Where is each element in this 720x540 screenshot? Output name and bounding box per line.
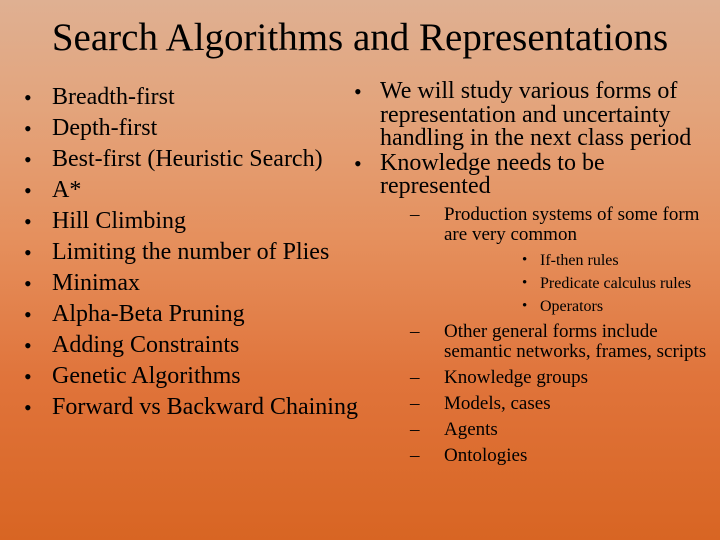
- list-item-text: Alpha-Beta Pruning: [52, 301, 245, 327]
- sub-sub-list-item-text: Predicate calculus rules: [540, 274, 692, 292]
- sub-list-item: [380, 420, 715, 440]
- sub-sub-list-item-text: If-then rules: [540, 251, 619, 269]
- sub-list-item-text: Agents: [444, 418, 498, 440]
- sub-sub-list-item: [444, 274, 715, 293]
- sub-sub-list: [444, 251, 715, 316]
- list-item-text: A*: [52, 177, 82, 203]
- list-item-text: Genetic Algorithms: [52, 363, 241, 389]
- bullet-icon: •: [24, 302, 32, 327]
- dash-icon: –: [410, 203, 420, 225]
- bullet-icon: •: [522, 251, 528, 268]
- list-item-text: Minimax: [52, 270, 140, 296]
- list-item-text: Forward vs Backward Chaining: [52, 394, 358, 420]
- bullet-icon: •: [354, 79, 362, 104]
- bullet-icon: •: [24, 85, 32, 110]
- right-bullet-list: [350, 80, 715, 466]
- list-item-text: Limiting the number of Plies: [52, 239, 330, 265]
- bullet-icon: •: [24, 178, 32, 203]
- list-item-text: Best-first (Heuristic Search): [52, 146, 323, 172]
- list-item-text: We will study various forms of representation and uncertainty handling in the next class period: [380, 78, 692, 151]
- sub-list-item: [380, 394, 715, 414]
- list-item: [20, 116, 360, 141]
- sub-sub-list-item-text: Operators: [540, 297, 604, 315]
- list-item: [20, 364, 360, 389]
- sub-list-item-text: Ontologies: [444, 444, 528, 466]
- sub-list-item: [380, 205, 715, 316]
- sub-list-item: [380, 322, 715, 362]
- sub-list-item: [380, 368, 715, 388]
- dash-icon: –: [410, 392, 420, 414]
- sub-list-item-text: Production systems of some form are very common: [444, 203, 700, 245]
- right-column: [350, 80, 715, 472]
- slide-title: Search Algorithms and Representations: [51, 16, 669, 59]
- bullet-icon: •: [24, 116, 32, 141]
- list-item: [20, 85, 360, 110]
- list-item: [350, 149, 715, 466]
- sub-list-item-text: Models, cases: [444, 392, 551, 414]
- bullet-icon: •: [24, 209, 32, 234]
- dash-icon: –: [410, 366, 420, 388]
- list-item-text: Breadth-first: [52, 84, 175, 110]
- dash-icon: –: [410, 320, 420, 342]
- bullet-icon: •: [24, 147, 32, 172]
- dash-icon: –: [410, 444, 420, 466]
- bullet-icon: •: [24, 395, 32, 420]
- bullet-icon: •: [24, 364, 32, 389]
- bullet-icon: •: [24, 240, 32, 265]
- list-item: [20, 209, 360, 234]
- bullet-icon: •: [24, 333, 32, 358]
- list-item: [350, 80, 715, 151]
- list-item-text: Adding Constraints: [52, 332, 240, 358]
- list-item: [20, 271, 360, 296]
- list-item: [20, 333, 360, 358]
- list-item: [20, 395, 360, 420]
- list-item: [20, 147, 360, 172]
- bullet-icon: •: [24, 271, 32, 296]
- sub-list-item-text: Other general forms include semantic networks, frames, scripts: [444, 320, 707, 362]
- dash-icon: –: [410, 418, 420, 440]
- list-item: [20, 240, 360, 265]
- list-item-text: Hill Climbing: [52, 208, 187, 234]
- sub-sub-list-item: [444, 251, 715, 270]
- list-item-text: Knowledge needs to be represented: [380, 149, 605, 199]
- sub-sub-list-item: [444, 297, 715, 316]
- list-item-text: Depth-first: [52, 115, 158, 141]
- sub-list-item: [380, 446, 715, 466]
- bullet-icon: •: [522, 297, 528, 314]
- list-item: [20, 178, 360, 203]
- list-item: [20, 302, 360, 327]
- bullet-icon: •: [522, 274, 528, 291]
- sub-list: [380, 205, 715, 466]
- sub-list-item-text: Knowledge groups: [444, 366, 589, 388]
- bullet-icon: •: [354, 150, 362, 176]
- left-bullet-list: [20, 85, 360, 426]
